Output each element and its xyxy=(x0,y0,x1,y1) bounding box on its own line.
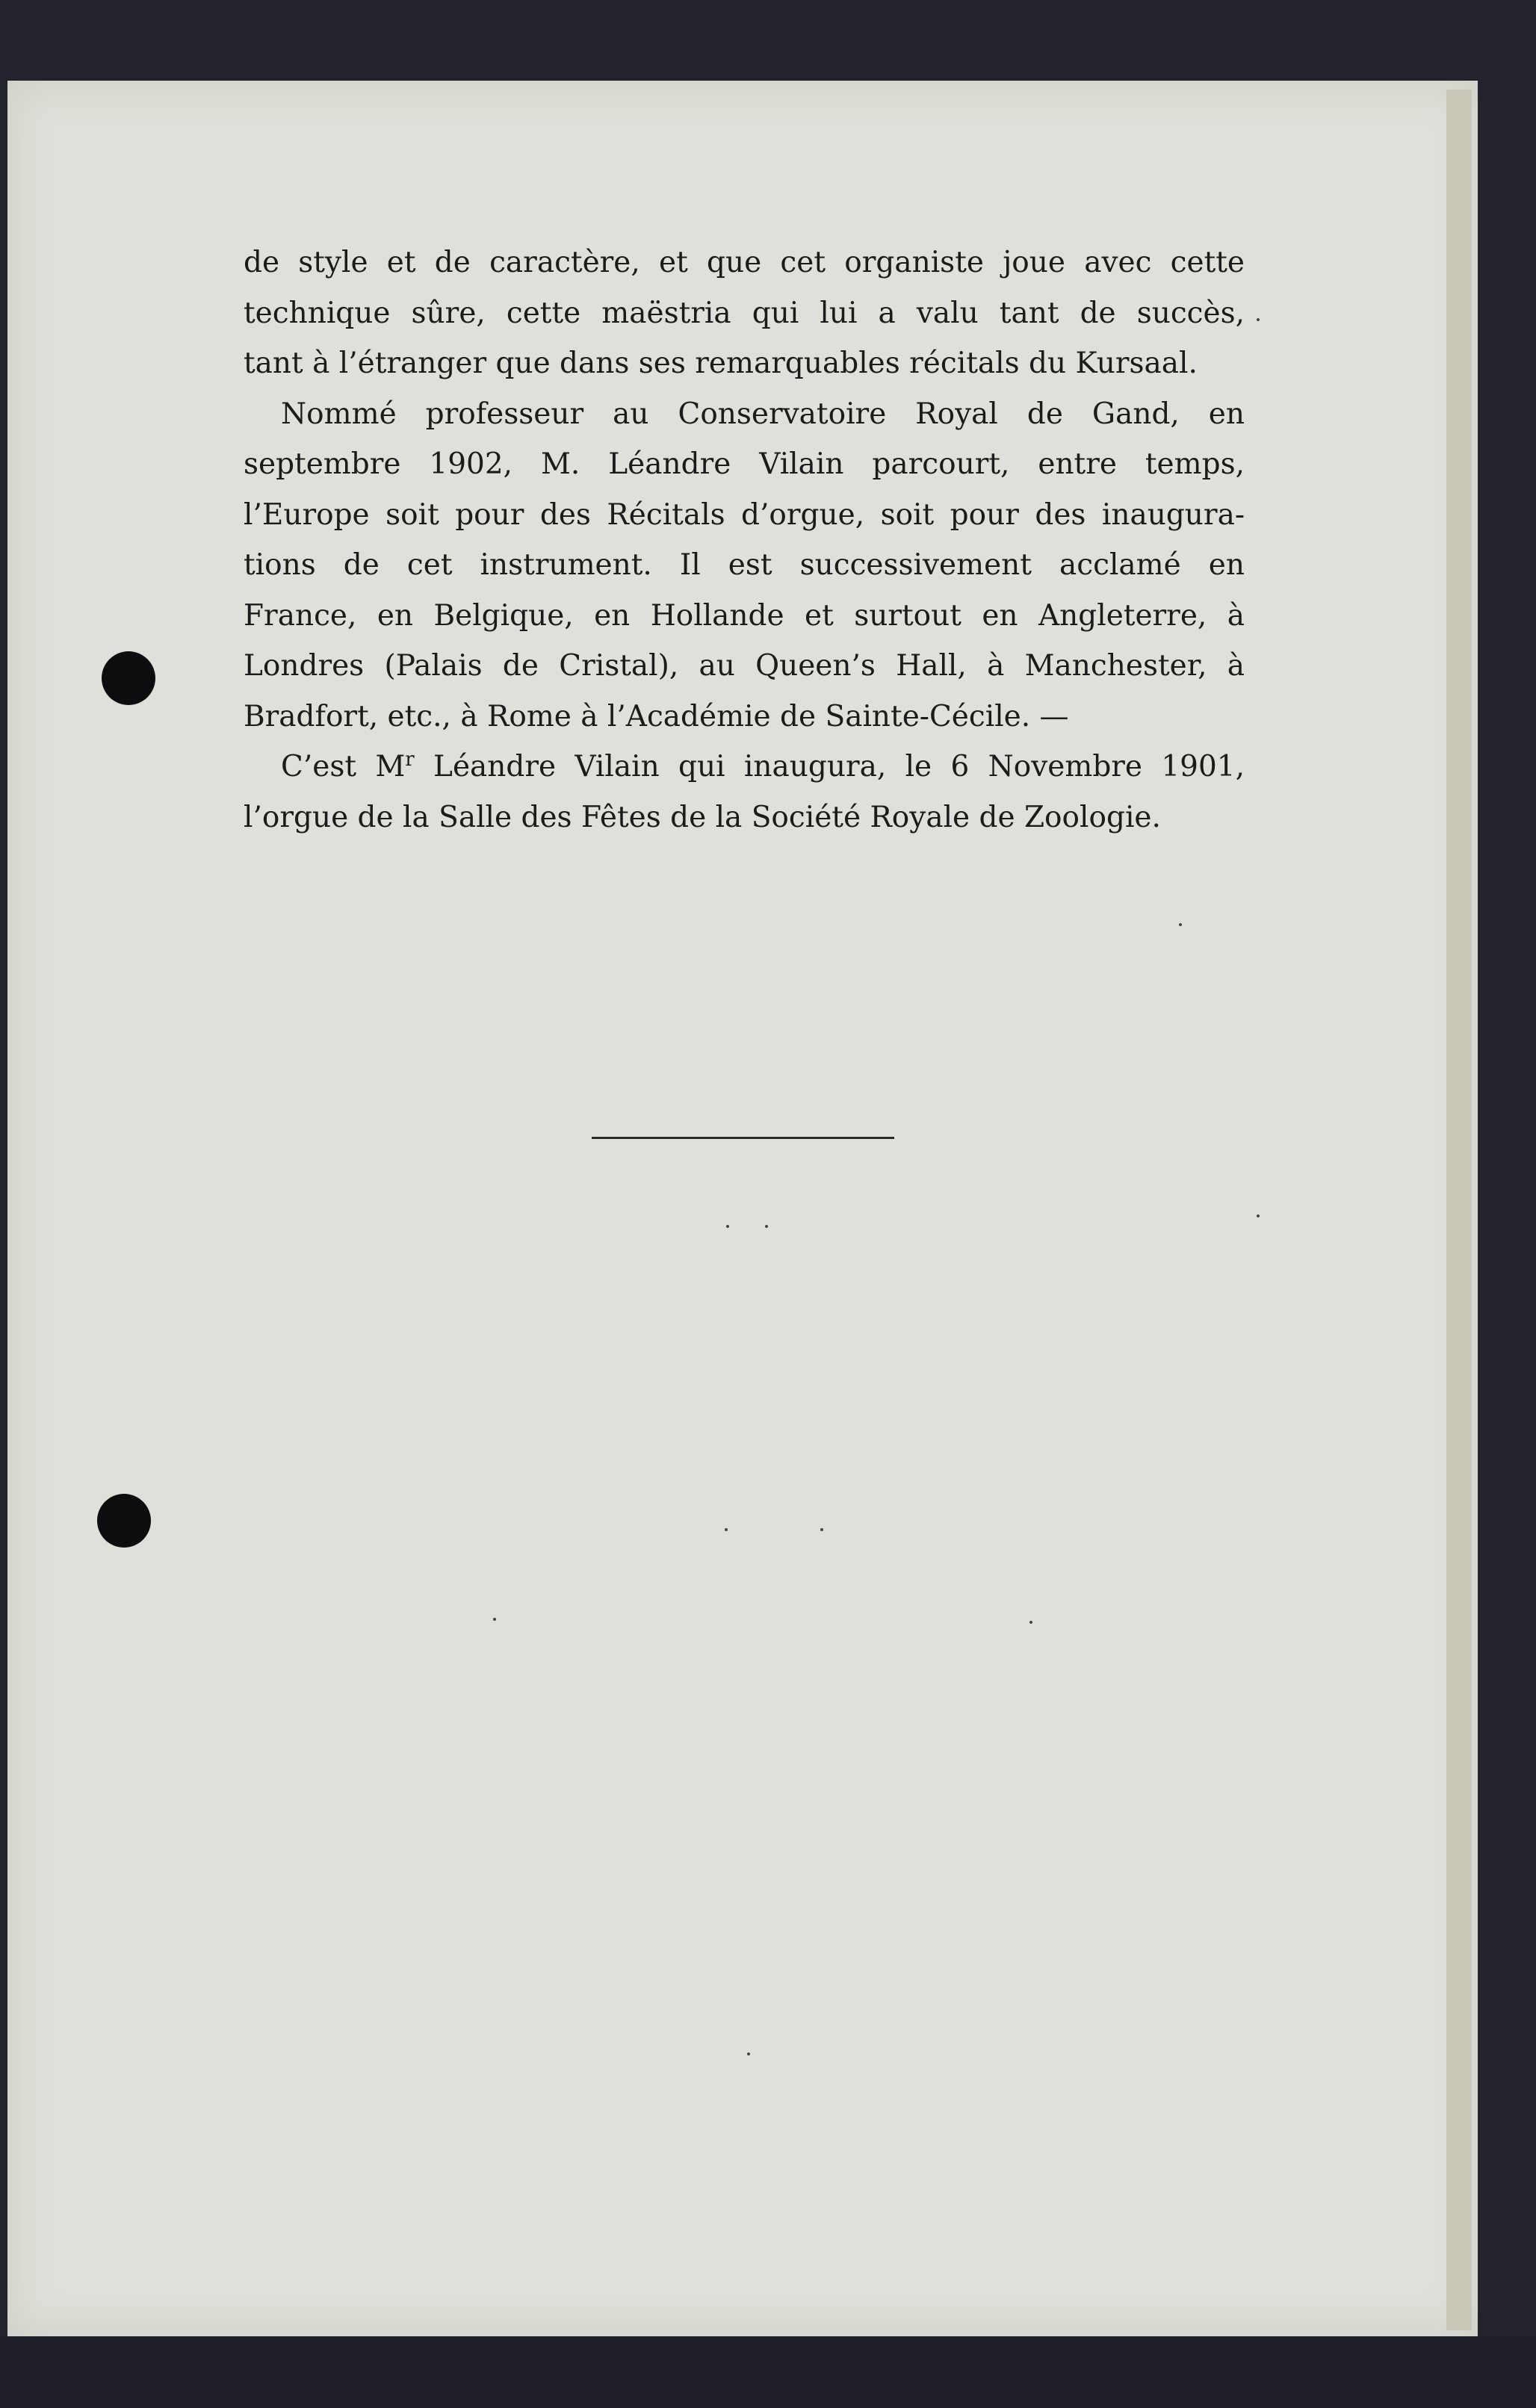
punch-hole-top xyxy=(102,651,155,705)
text-line: Bradfort, etc., à Rome à l’Académie de Sainte-Cécile. — xyxy=(244,699,1069,733)
text-line: de style et de caractère, et que cet organiste joue avec cette xyxy=(244,246,1245,279)
text-line: tions de cet instrument. Il est successivement acclamé en xyxy=(244,548,1245,582)
paper-speck xyxy=(820,1528,823,1531)
text-segment: Léandre Vilain qui inaugura, le 6 Novembre 1901, xyxy=(414,750,1245,783)
paper-speck xyxy=(747,2052,750,2055)
section-divider xyxy=(592,1137,894,1139)
paper-speck xyxy=(1029,1621,1032,1624)
text-line: France, en Belgique, en Hollande et surtout en Angleterre, à xyxy=(244,598,1245,633)
text-line: Nommé professeur au Conservatoire Royal de Gand, en xyxy=(281,397,1245,431)
text-line: l’Europe soit pour des Récitals d’orgue, soit pour des inaugura- xyxy=(244,497,1245,532)
text-line xyxy=(244,742,1245,792)
punch-hole-bottom xyxy=(97,1494,151,1548)
superscript: r xyxy=(405,748,415,771)
text-line: tant à l’étranger que dans ses remarquables récitals du Kursaal. xyxy=(244,347,1198,380)
paper-edge xyxy=(1446,90,1472,2330)
text-segment: C’est M xyxy=(281,750,406,783)
text-line: l’orgue de la Salle des Fêtes de la Société Royale de Zoologie. xyxy=(244,800,1161,834)
text-line: Londres (Palais de Cristal), au Queen’s Hall, à Manchester, à xyxy=(244,649,1245,683)
text-line: technique sûre, cette maëstria qui lui a valu tant de succès, xyxy=(244,296,1245,330)
paper-speck xyxy=(1179,923,1182,926)
paper-speck xyxy=(1257,1214,1260,1217)
paper-speck xyxy=(725,1528,728,1531)
paper-speck xyxy=(1257,318,1260,321)
paper-speck xyxy=(493,1618,496,1621)
paper-speck xyxy=(726,1225,729,1228)
paper-speck xyxy=(765,1225,768,1228)
scanner-background xyxy=(0,2336,1536,2408)
body-text xyxy=(244,238,1245,843)
text-line: septembre 1902, M. Léandre Vilain parcourt, entre temps, xyxy=(244,447,1245,481)
